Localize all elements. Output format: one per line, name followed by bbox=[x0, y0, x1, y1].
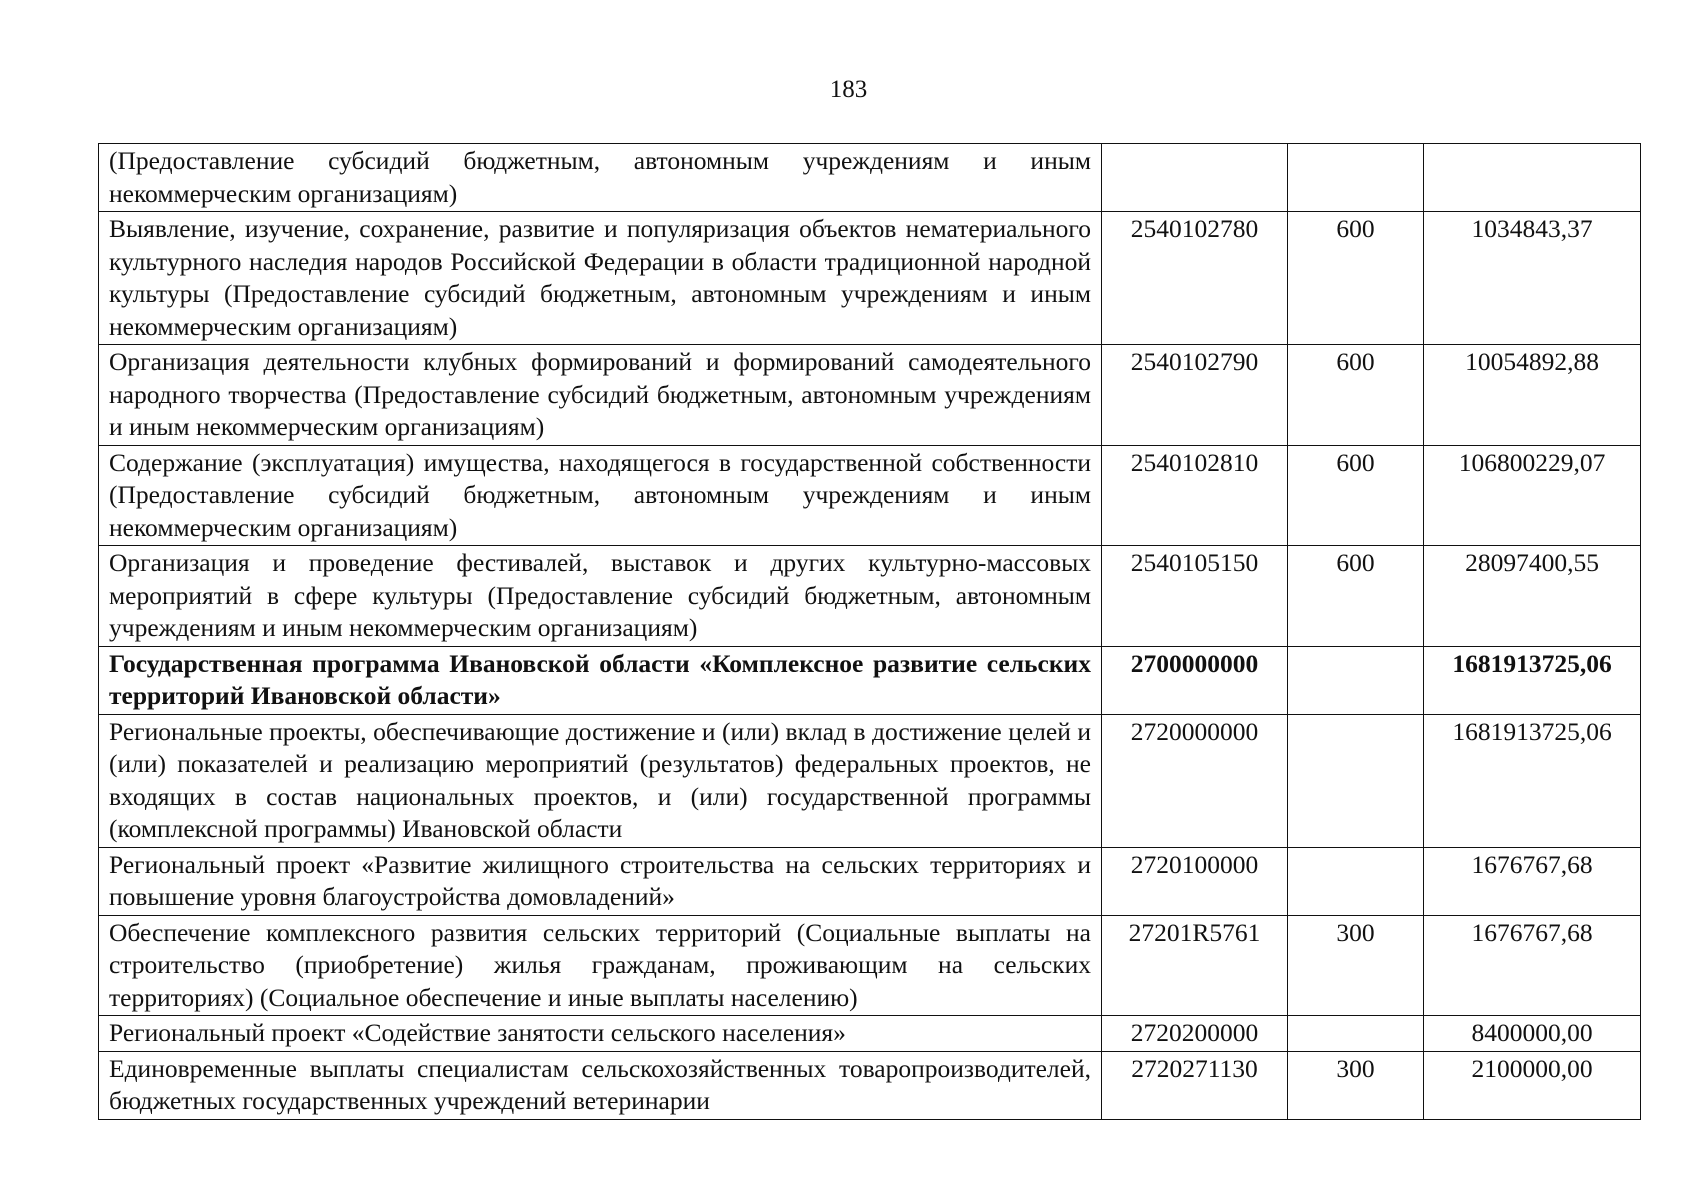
target-article-code: 2720100000 bbox=[1102, 847, 1288, 915]
target-article-code: 2720271130 bbox=[1102, 1051, 1288, 1119]
expense-type-code bbox=[1288, 847, 1424, 915]
amount-value: 8400000,00 bbox=[1424, 1016, 1641, 1052]
table-row bbox=[99, 847, 1641, 915]
row-description: Региональный проект «Содействие занятости сельского населения» bbox=[99, 1016, 1102, 1052]
target-article-code bbox=[1102, 144, 1288, 212]
amount-value: 1676767,68 bbox=[1424, 915, 1641, 1016]
expense-type-code: 600 bbox=[1288, 212, 1424, 345]
amount-value: 1034843,37 bbox=[1424, 212, 1641, 345]
target-article-code: 2540102780 bbox=[1102, 212, 1288, 345]
expense-type-code: 300 bbox=[1288, 1051, 1424, 1119]
amount-value: 1681913725,06 bbox=[1424, 646, 1641, 714]
amount-value: 2100000,00 bbox=[1424, 1051, 1641, 1119]
table-row bbox=[99, 1016, 1641, 1052]
page-number: 183 bbox=[829, 76, 868, 103]
amount-value: 28097400,55 bbox=[1424, 546, 1641, 647]
amount-value: 10054892,88 bbox=[1424, 345, 1641, 446]
expense-type-code bbox=[1288, 714, 1424, 847]
row-description: Единовременные выплаты специалистам сельскохозяйственных товаропроизводителей, бюджетных государственных учреждений ветеринарии bbox=[99, 1051, 1102, 1119]
table-row bbox=[99, 212, 1641, 345]
target-article-code: 2540102810 bbox=[1102, 445, 1288, 546]
expense-type-code: 600 bbox=[1288, 445, 1424, 546]
target-article-code: 2720200000 bbox=[1102, 1016, 1288, 1052]
table-row bbox=[99, 546, 1641, 647]
row-description: Региональный проект «Развитие жилищного строительства на сельских территориях и повышение уровня благоустройства домовладений» bbox=[99, 847, 1102, 915]
amount-value: 1676767,68 bbox=[1424, 847, 1641, 915]
table-row bbox=[99, 345, 1641, 446]
table-row bbox=[99, 915, 1641, 1016]
expense-type-code bbox=[1288, 646, 1424, 714]
amount-value: 106800229,07 bbox=[1424, 445, 1641, 546]
target-article-code: 27201R5761 bbox=[1102, 915, 1288, 1016]
table-row-program-total bbox=[99, 646, 1641, 714]
amount-value bbox=[1424, 144, 1641, 212]
row-description: Организация деятельности клубных формирований и формирований самодеятельного народного творчества (Предоставление субсидий бюджетным, автономным учреждениям и иным некоммерческим организациям) bbox=[99, 345, 1102, 446]
target-article-code: 2720000000 bbox=[1102, 714, 1288, 847]
table-row bbox=[99, 144, 1641, 212]
budget-table bbox=[98, 143, 1641, 1120]
table-row bbox=[99, 445, 1641, 546]
row-description: Организация и проведение фестивалей, выставок и других культурно-массовых мероприятий в сфере культуры (Предоставление субсидий бюджетным, автономным учреждениям и иным некоммерческим организациям) bbox=[99, 546, 1102, 647]
row-description: Выявление, изучение, сохранение, развитие и популяризация объектов нематериального культурного наследия народов Российской Федерации в области традиционной народной культуры (Предоставление субсидий бюджетным, автономным учреждениям и иным некоммерческим организациям) bbox=[99, 212, 1102, 345]
table-row bbox=[99, 714, 1641, 847]
expense-type-code: 600 bbox=[1288, 345, 1424, 446]
row-description: Региональные проекты, обеспечивающие достижение и (или) вклад в достижение целей и (или) показателей и реализацию мероприятий (результатов) федеральных проектов, не входящих в состав национальных проектов, и (или) государственной программы (комплексной программы) Ивановской области bbox=[99, 714, 1102, 847]
expense-type-code: 300 bbox=[1288, 915, 1424, 1016]
target-article-code: 2700000000 bbox=[1102, 646, 1288, 714]
row-description: Содержание (эксплуатация) имущества, находящегося в государственной собственности (Предоставление субсидий бюджетным, автономным учреждениям и иным некоммерческим организациям) bbox=[99, 445, 1102, 546]
row-description: (Предоставление субсидий бюджетным, автономным учреждениям и иным некоммерческим организациям) bbox=[99, 144, 1102, 212]
expense-type-code: 600 bbox=[1288, 546, 1424, 647]
target-article-code: 2540105150 bbox=[1102, 546, 1288, 647]
row-description: Государственная программа Ивановской области «Комплексное развитие сельских территорий Ивановской области» bbox=[99, 646, 1102, 714]
target-article-code: 2540102790 bbox=[1102, 345, 1288, 446]
expense-type-code bbox=[1288, 144, 1424, 212]
amount-value: 1681913725,06 bbox=[1424, 714, 1641, 847]
expense-type-code bbox=[1288, 1016, 1424, 1052]
table-row bbox=[99, 1051, 1641, 1119]
row-description: Обеспечение комплексного развития сельских территорий (Социальные выплаты на строительство (приобретение) жилья гражданам, проживающим на сельских территориях) (Социальное обеспечение и иные выплаты населению) bbox=[99, 915, 1102, 1016]
